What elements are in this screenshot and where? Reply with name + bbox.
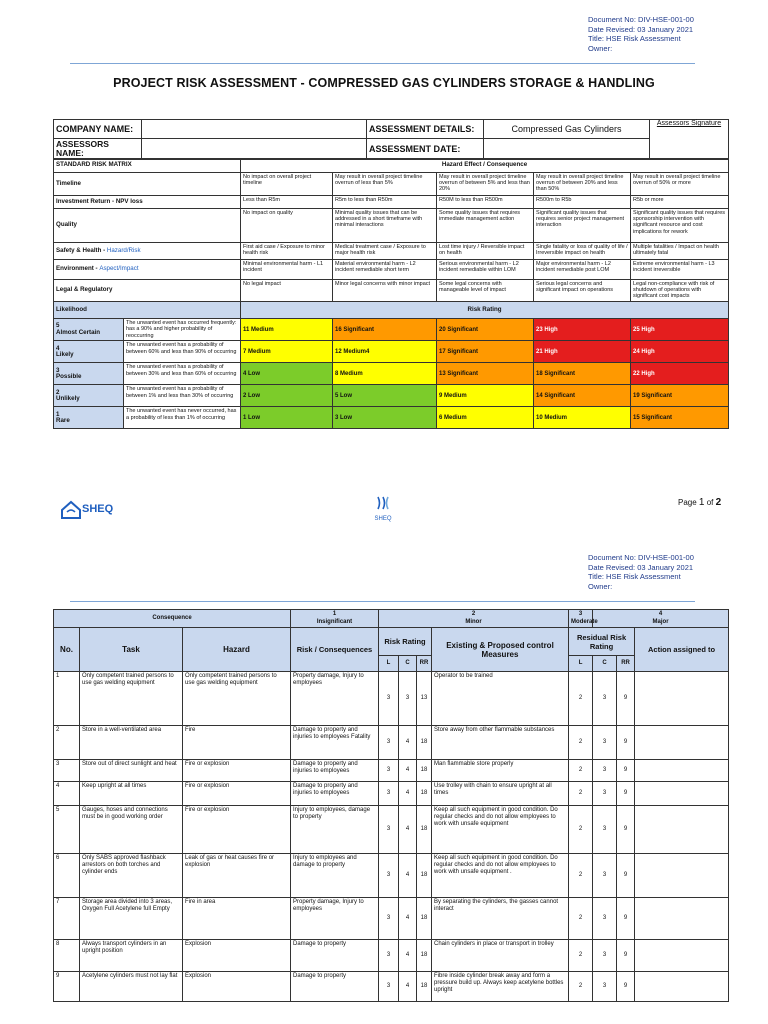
- row-l: 3: [379, 806, 399, 854]
- table-row: [54, 806, 729, 854]
- risk-rating-cell: 11 Medium: [241, 319, 333, 341]
- matrix-cell: Serious legal concerns and significant impact on operations: [534, 280, 631, 302]
- risk-rating-cell: 22 High: [631, 363, 729, 385]
- matrix-cell: Medical treatment case / Exposure to major health risk: [333, 243, 437, 260]
- matrix-cell: Lost time injury / Reversible impact on health: [437, 243, 534, 260]
- doc-title: Title: HSE Risk Assessment: [588, 34, 681, 43]
- row-task: Acetylene cylinders must not lay flat: [80, 972, 183, 1002]
- row-residual-c: 3: [593, 972, 617, 1002]
- company-name-label: COMPANY NAME:: [54, 120, 142, 139]
- row-residual-rr: 9: [617, 672, 635, 726]
- header-divider: [70, 63, 695, 64]
- house-icon: [60, 500, 82, 520]
- consequence-level-3: 3 Moderate: [569, 610, 593, 628]
- risk-assessment-table: [53, 609, 729, 1002]
- row-task: Gauges, hoses and connections must be in good working order: [80, 806, 183, 854]
- matrix-row: [54, 196, 729, 209]
- sheq-logo-center: [368, 495, 398, 523]
- likelihood-desc: The unwanted event has occurred frequently: has a 90% and higher probability of reoccurring: [124, 319, 241, 341]
- risk-rating-cell: 20 Significant: [437, 319, 534, 341]
- matrix-cell: Some legal concerns with manageable level of impact: [437, 280, 534, 302]
- row-residual-rr: 9: [617, 806, 635, 854]
- assessment-date-label: ASSESSMENT DATE:: [367, 139, 484, 160]
- matrix-row-label: Environment - Aspect/Impact: [54, 260, 241, 280]
- doc-owner: Owner:: [588, 581, 613, 591]
- row-c: 4: [399, 854, 417, 898]
- row-action[interactable]: [635, 672, 729, 726]
- table-row: [54, 726, 729, 760]
- matrix-cell: Multiple fatalities / Impact on health ultimately fatal: [631, 243, 729, 260]
- likelihood-desc: The unwanted event has a probability of between 30% and less than 60% of occurring: [124, 363, 241, 385]
- table-row: [54, 940, 729, 972]
- row-action[interactable]: [635, 782, 729, 806]
- row-l: 3: [379, 726, 399, 760]
- row-risk: Property damage, Injury to employees: [291, 898, 379, 940]
- risk-rating-cell: 14 Significant: [534, 385, 631, 407]
- row-residual-rr: 9: [617, 760, 635, 782]
- matrix-cell: May result in overall project timeline overrun of 50% or more: [631, 173, 729, 196]
- col-residual-l: L: [569, 656, 593, 672]
- col-residual-rr: RR: [617, 656, 635, 672]
- matrix-row-label: Legal & Regulatory: [54, 280, 241, 302]
- header-divider-page2: [70, 601, 695, 602]
- row-risk: Damage to property and injuries to employees Fatality: [291, 726, 379, 760]
- row-rr: 18: [417, 760, 432, 782]
- row-hazard: Fire or explosion: [183, 782, 291, 806]
- matrix-cell: May result in overall project timeline overrun of less than 5%: [333, 173, 437, 196]
- risk-rating-cell: 10 Medium: [534, 407, 631, 429]
- matrix-row-label: Quality: [54, 209, 241, 243]
- matrix-row-label: Investment Return - NPV loss: [54, 196, 241, 209]
- row-action[interactable]: [635, 898, 729, 940]
- row-residual-l: 2: [569, 972, 593, 1002]
- row-rr: 18: [417, 940, 432, 972]
- likelihood-desc: The unwanted event has never occurred, has a probability of less than 1% of occurring: [124, 407, 241, 429]
- col-risk-rating: Risk Rating: [379, 628, 432, 656]
- row-rr: 18: [417, 782, 432, 806]
- matrix-cell: R5m to less than R50m: [333, 196, 437, 209]
- table-row: [54, 972, 729, 1002]
- risk-rating-cell: 5 Low: [333, 385, 437, 407]
- row-residual-rr: 9: [617, 898, 635, 940]
- row-residual-c: 3: [593, 672, 617, 726]
- row-hazard: Leak of gas or heat causes fire or explosion: [183, 854, 291, 898]
- row-no: 7: [54, 898, 80, 940]
- row-residual-rr: 9: [617, 854, 635, 898]
- matrix-cell: May result in overall project timeline overrun of between 5% and less than 20%: [437, 173, 534, 196]
- row-action[interactable]: [635, 972, 729, 1002]
- row-action[interactable]: [635, 806, 729, 854]
- col-rr: RR: [417, 656, 432, 672]
- likelihood-level: 5 Almost Certain: [54, 319, 124, 341]
- col-hazard: Hazard: [183, 628, 291, 672]
- risk-rating-cell: 6 Medium: [437, 407, 534, 429]
- row-c: 4: [399, 760, 417, 782]
- matrix-cell: No impact on quality: [241, 209, 333, 243]
- matrix-cell: Legal non-compliance with risk of shutdown of operations with significant cost impacts: [631, 280, 729, 302]
- row-c: 4: [399, 726, 417, 760]
- matrix-row: [54, 243, 729, 260]
- matrix-cell: Minor legal concerns with minor impact: [333, 280, 437, 302]
- risk-rating-cell: 9 Medium: [437, 385, 534, 407]
- row-residual-l: 2: [569, 898, 593, 940]
- col-residual-c: C: [593, 656, 617, 672]
- row-no: 6: [54, 854, 80, 898]
- row-task: Keep upright at all times: [80, 782, 183, 806]
- row-action[interactable]: [635, 854, 729, 898]
- likelihood-row: [54, 385, 729, 407]
- matrix-cell: First aid case / Exposure to minor health risk: [241, 243, 333, 260]
- row-residual-c: 3: [593, 726, 617, 760]
- risk-rating-cell: 21 High: [534, 341, 631, 363]
- likelihood-row: [54, 407, 729, 429]
- likelihood-level: 1 Rare: [54, 407, 124, 429]
- standard-matrix-label: STANDARD RISK MATRIX: [54, 159, 241, 173]
- matrix-cell: No legal impact: [241, 280, 333, 302]
- table-row: [54, 854, 729, 898]
- matrix-cell: Minimal quality issues that can be addressed in a short timeframe with minimal interactions: [333, 209, 437, 243]
- col-no: No.: [54, 628, 80, 672]
- row-no: 9: [54, 972, 80, 1002]
- col-action: Action assigned to: [635, 628, 729, 672]
- page-title: PROJECT RISK ASSESSMENT - COMPRESSED GAS CYLINDERS STORAGE & HANDLING: [113, 76, 655, 90]
- consequence-level-2: 2 Minor: [379, 610, 569, 628]
- row-l: 3: [379, 782, 399, 806]
- row-rr: 18: [417, 854, 432, 898]
- row-task: Storage area divided into 3 areas, Oxygen Full Acetylene full Empty: [80, 898, 183, 940]
- matrix-cell: R500m to R5b: [534, 196, 631, 209]
- risk-rating-cell: 2 Low: [241, 385, 333, 407]
- row-residual-l: 2: [569, 940, 593, 972]
- row-residual-rr: 9: [617, 726, 635, 760]
- matrix-row: [54, 209, 729, 243]
- row-residual-l: 2: [569, 782, 593, 806]
- row-residual-l: 2: [569, 854, 593, 898]
- assessment-details-value[interactable]: Compressed Gas Cylinders: [484, 120, 650, 139]
- row-control: Operator to be trained: [432, 672, 569, 726]
- row-task: Always transport cylinders in an upright position: [80, 940, 183, 972]
- doc-owner: Owner:: [588, 43, 613, 53]
- row-risk: Damage to property and injuries to employees: [291, 782, 379, 806]
- matrix-cell: Significant quality issues that requires senior project management interaction: [534, 209, 631, 243]
- matrix-cell: R50M to less than R500m: [437, 196, 534, 209]
- sheq-emblem-icon: [375, 495, 391, 511]
- page-number: Page 1 of 2: [678, 497, 722, 508]
- assessment-info-table: [53, 119, 729, 160]
- assessors-name-field[interactable]: [142, 139, 367, 160]
- row-control: Fibre inside cylinder break away and form a pressure build up. Always keep acetylene bottles upright: [432, 972, 569, 1002]
- row-action[interactable]: [635, 726, 729, 760]
- risk-rating-cell: 17 Significant: [437, 341, 534, 363]
- matrix-cell: R5b or more: [631, 196, 729, 209]
- row-hazard: Explosion: [183, 972, 291, 1002]
- table-row: [54, 760, 729, 782]
- likelihood-row: [54, 363, 729, 385]
- row-control: Use trolley with chain to ensure upright at all times: [432, 782, 569, 806]
- row-l: 3: [379, 854, 399, 898]
- assessors-name-label: ASSESSORS NAME:: [54, 139, 142, 160]
- row-l: 3: [379, 972, 399, 1002]
- row-control: Store away from other flammable substances: [432, 726, 569, 760]
- row-rr: 18: [417, 726, 432, 760]
- row-hazard: Only competent trained persons to use gas welding equipment: [183, 672, 291, 726]
- row-c: 3: [399, 672, 417, 726]
- table-row: [54, 782, 729, 806]
- likelihood-level: 2 Unlikely: [54, 385, 124, 407]
- row-residual-c: 3: [593, 898, 617, 940]
- matrix-cell: Significant quality issues that requires sponsorship intervention with significant resource and cost implications for rework: [631, 209, 729, 243]
- row-residual-l: 2: [569, 760, 593, 782]
- row-hazard: Fire: [183, 726, 291, 760]
- row-risk: Damage to property: [291, 940, 379, 972]
- row-risk: Injury to employees and damage to property: [291, 854, 379, 898]
- doc-title: Title: HSE Risk Assessment: [588, 572, 681, 581]
- likelihood-desc: The unwanted event has a probability of between 60% and less than 90% of occurring: [124, 341, 241, 363]
- risk-rating-cell: 3 Low: [333, 407, 437, 429]
- consequence-label: Consequence: [54, 610, 291, 628]
- row-task: Only competent trained persons to use gas welding equipment: [80, 672, 183, 726]
- row-control: By separating the cylinders, the gasses cannot interact: [432, 898, 569, 940]
- risk-rating-cell: 13 Significant: [437, 363, 534, 385]
- row-hazard: Fire or explosion: [183, 760, 291, 782]
- risk-rating-label: Risk Rating: [241, 302, 729, 319]
- assessment-details-label: ASSESSMENT DETAILS:: [367, 120, 484, 139]
- matrix-row: [54, 280, 729, 302]
- logo-center-text: SHEQ: [374, 516, 392, 522]
- row-control: Keep all such equipment in good condition. Do regular checks and do not allow employees to work with unsafe equipment .: [432, 854, 569, 898]
- row-rr: 18: [417, 806, 432, 854]
- col-task: Task: [80, 628, 183, 672]
- risk-rating-cell: 7 Medium: [241, 341, 333, 363]
- matrix-row: [54, 260, 729, 280]
- matrix-cell: Major environmental harm - L2 incident remediable post LOM: [534, 260, 631, 280]
- row-no: 4: [54, 782, 80, 806]
- col-l: L: [379, 656, 399, 672]
- risk-rating-cell: 25 High: [631, 319, 729, 341]
- sheq-logo-left: [60, 500, 114, 520]
- col-residual: Residual Risk Rating: [569, 628, 635, 656]
- date-revised: Date Revised: 03 January 2021: [588, 24, 694, 34]
- row-residual-c: 3: [593, 760, 617, 782]
- row-c: 4: [399, 972, 417, 1002]
- row-residual-l: 2: [569, 806, 593, 854]
- likelihood-desc: The unwanted event has a probability of between 1% and less than 30% of occurring: [124, 385, 241, 407]
- row-task: Store in a well-ventilated area: [80, 726, 183, 760]
- company-name-field[interactable]: [142, 120, 367, 139]
- row-residual-rr: 9: [617, 782, 635, 806]
- document-header: [588, 15, 694, 53]
- risk-rating-cell: 23 High: [534, 319, 631, 341]
- document-header-page2: [588, 553, 694, 591]
- risk-rating-cell: 16 Significant: [333, 319, 437, 341]
- risk-rating-cell: 12 Medium4: [333, 341, 437, 363]
- row-task: Store out of direct sunlight and heat: [80, 760, 183, 782]
- row-residual-c: 3: [593, 854, 617, 898]
- risk-rating-cell: 1 Low: [241, 407, 333, 429]
- matrix-row-label: Timeline: [54, 173, 241, 196]
- risk-rating-cell: 19 Significant: [631, 385, 729, 407]
- col-c: C: [399, 656, 417, 672]
- row-c: 4: [399, 940, 417, 972]
- doc-number: Document No: DIV-HSE-001-00: [588, 15, 694, 24]
- row-residual-rr: 9: [617, 940, 635, 972]
- row-no: 8: [54, 940, 80, 972]
- row-no: 5: [54, 806, 80, 854]
- matrix-cell: No impact on overall project timeline: [241, 173, 333, 196]
- row-risk: Property damage, Injury to employees: [291, 672, 379, 726]
- matrix-cell: Single fatality or loss of quality of life / Irreversible impact on health: [534, 243, 631, 260]
- table-row: [54, 672, 729, 726]
- assessors-signature-label: Assessors Signature: [650, 120, 729, 160]
- row-residual-c: 3: [593, 782, 617, 806]
- row-residual-c: 3: [593, 806, 617, 854]
- row-action[interactable]: [635, 760, 729, 782]
- row-no: 3: [54, 760, 80, 782]
- row-l: 3: [379, 898, 399, 940]
- matrix-cell: Extreme environmental harm - L3 incident irreversible: [631, 260, 729, 280]
- row-l: 3: [379, 672, 399, 726]
- likelihood-row: [54, 341, 729, 363]
- matrix-row: [54, 173, 729, 196]
- doc-number: Document No: DIV-HSE-001-00: [588, 553, 694, 562]
- logo-left-text: SHEQ: [82, 503, 114, 515]
- likelihood-label: Likelihood: [54, 302, 241, 319]
- risk-rating-cell: 18 Significant: [534, 363, 631, 385]
- matrix-cell: Some quality issues that requires immediate management action: [437, 209, 534, 243]
- row-rr: 13: [417, 672, 432, 726]
- row-control: Man flammable store properly: [432, 760, 569, 782]
- matrix-cell: Less than R5m: [241, 196, 333, 209]
- row-action[interactable]: [635, 940, 729, 972]
- row-l: 3: [379, 940, 399, 972]
- row-residual-l: 2: [569, 672, 593, 726]
- likelihood-level: 4 Likely: [54, 341, 124, 363]
- table-row: [54, 898, 729, 940]
- row-hazard: Explosion: [183, 940, 291, 972]
- matrix-row-label: Safety & Health - Hazard/Risk: [54, 243, 241, 260]
- row-risk: Damage to property: [291, 972, 379, 1002]
- matrix-cell: Material environmental harm - L2 incident remediable short term: [333, 260, 437, 280]
- row-hazard: Fire in area: [183, 898, 291, 940]
- likelihood-row: [54, 319, 729, 341]
- risk-rating-cell: 8 Medium: [333, 363, 437, 385]
- row-task: Only SABS approved flashback arrestors on both torches and cylinder ends: [80, 854, 183, 898]
- row-no: 1: [54, 672, 80, 726]
- col-risk: Risk / Consequences: [291, 628, 379, 672]
- matrix-cell: May result in overall project timeline overrun of between 20% and less than 50%: [534, 173, 631, 196]
- row-rr: 18: [417, 898, 432, 940]
- row-control: Keep all such equipment in good condition. Do regular checks and do not allow employees to work with unsafe equipment: [432, 806, 569, 854]
- row-residual-c: 3: [593, 940, 617, 972]
- matrix-cell: Serious environmental harm - L2 incident remediable within LOM: [437, 260, 534, 280]
- consequence-level-1: 1 Insignificant: [291, 610, 379, 628]
- risk-rating-cell: 4 Low: [241, 363, 333, 385]
- row-residual-l: 2: [569, 726, 593, 760]
- row-rr: 18: [417, 972, 432, 1002]
- col-controls: Existing & Proposed control Measures: [432, 628, 569, 672]
- consequence-level-4: 4 Major: [593, 610, 729, 628]
- row-c: 4: [399, 782, 417, 806]
- row-risk: Injury to employees, damage to property: [291, 806, 379, 854]
- row-control: Chain cylinders in place or transport in trolley: [432, 940, 569, 972]
- risk-rating-cell: 24 High: [631, 341, 729, 363]
- row-c: 4: [399, 806, 417, 854]
- row-l: 3: [379, 760, 399, 782]
- likelihood-level: 3 Possible: [54, 363, 124, 385]
- row-hazard: Fire or explosion: [183, 806, 291, 854]
- assessment-date-field[interactable]: [484, 139, 650, 160]
- risk-rating-cell: 15 Significant: [631, 407, 729, 429]
- matrix-cell: Minimal environmental harm - L1 incident: [241, 260, 333, 280]
- row-residual-rr: 9: [617, 972, 635, 1002]
- hazard-effect-label: Hazard Effect / Consequence: [241, 159, 729, 173]
- row-no: 2: [54, 726, 80, 760]
- date-revised: Date Revised: 03 January 2021: [588, 562, 694, 572]
- row-c: 4: [399, 898, 417, 940]
- risk-matrix-table: [53, 158, 729, 429]
- row-risk: Damage to property and injuries to employees: [291, 760, 379, 782]
